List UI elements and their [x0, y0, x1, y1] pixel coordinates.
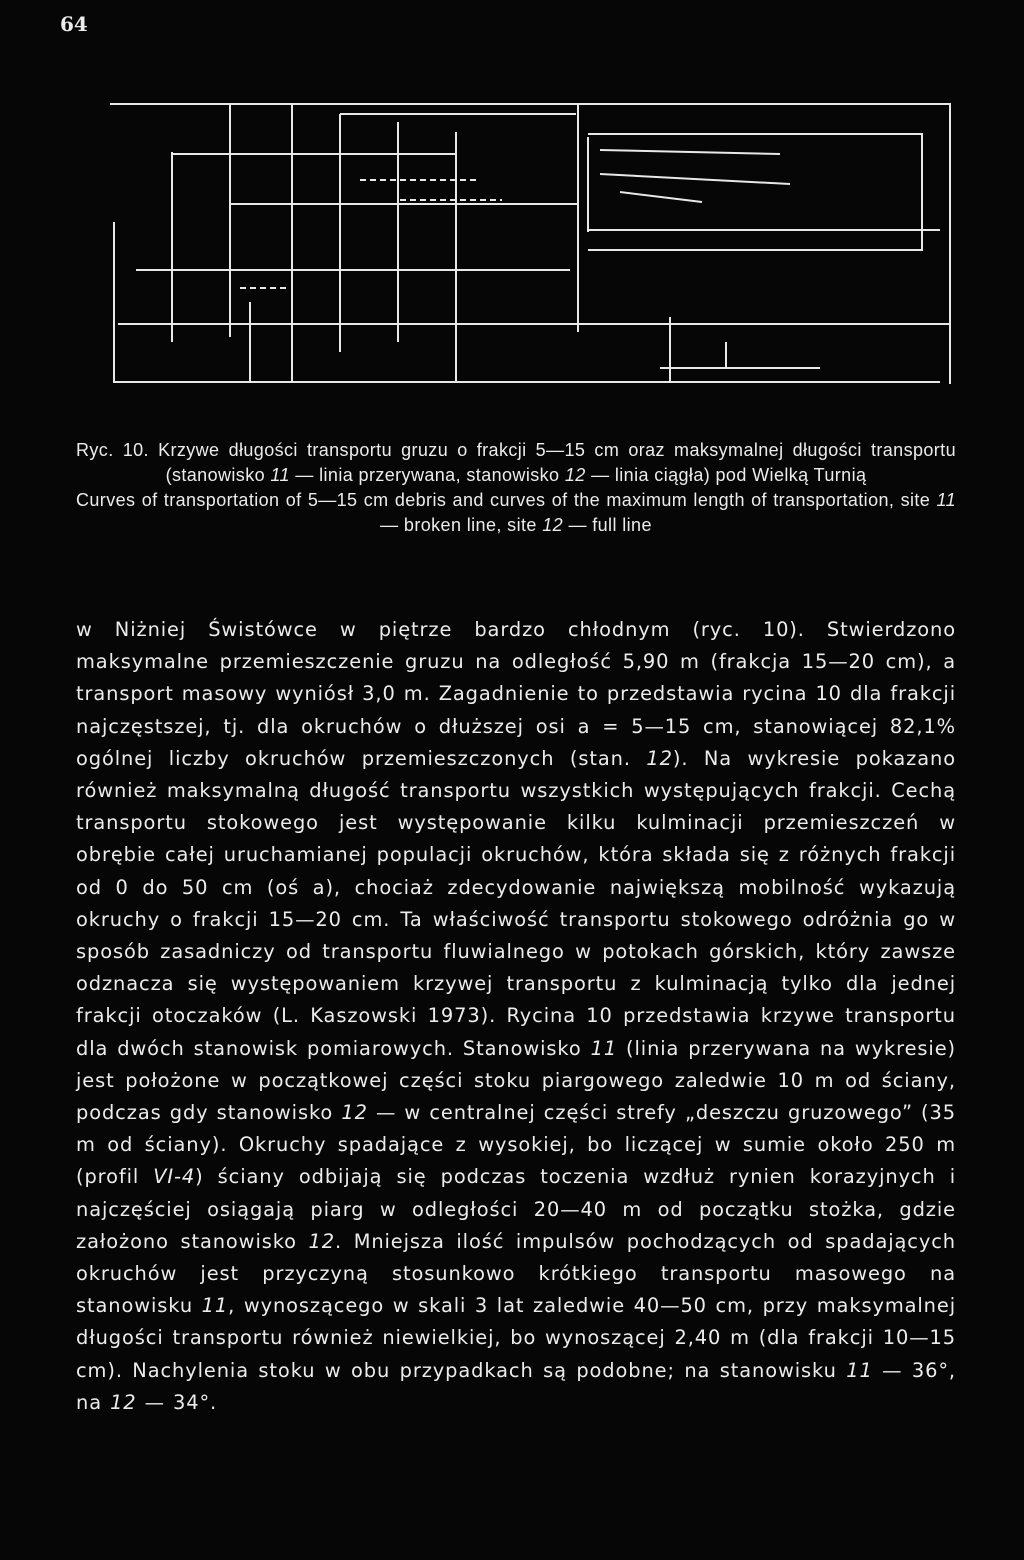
caption-site-number: 12 — [564, 465, 586, 485]
text-run: — 36°, na — [76, 1358, 956, 1414]
page-number: 64 — [60, 12, 88, 36]
caption-polish — [76, 438, 956, 488]
site-number: 12 — [308, 1229, 336, 1253]
site-number: 11 — [590, 1036, 618, 1060]
text-run: — 34°. — [144, 1390, 218, 1414]
figure-frame — [110, 104, 950, 384]
site-number: 12 — [341, 1101, 368, 1125]
transport-curves-figure — [100, 92, 960, 392]
caption-text: — linia ciągła) pod Wielką Turnią — [591, 465, 867, 485]
caption-label: Ryc. 10. — [76, 440, 149, 460]
site-number: 12 — [110, 1390, 137, 1414]
text-run: , wynoszącego w skali 3 lat zaledwie 40—50 cm, przy maksymalnej długości transportu również niewielkiej, bo wynoszącej 2,40 m (dla frakcji 10—15 cm). Nachylenia stoku w obu przypadkach są podobne; na stanowisku — [76, 1294, 956, 1382]
profile-number: VI-4 — [153, 1165, 196, 1189]
figure-10 — [100, 92, 960, 392]
site-number: 11 — [846, 1358, 873, 1382]
text-run: w Niżniej Świstówce w piętrze bardzo chłodnym (ryc. 10). Stwierdzono maksymalne przemieszczenie gruzu na odległość 5,90 m (frakcja 15—20 cm), a transport masowy wyniósł 3,0 m. Zagadnienie to przedstawia rycina 10 dla frakcji najczęstszej, tj. dla okruchów o dłuższej osi a = 5—15 cm, stanowiącej 82,1% ogólnej liczby okruchów przemieszczonych (stan. — [76, 618, 956, 770]
caption-text: — linia przerywana, stanowisko — [295, 465, 560, 485]
text-run: (linia przerywana na wykresie) jest położone w początkowej części stoku piargowego zaledwie 10 m od ściany, podczas gdy stanowisko — [76, 1036, 956, 1125]
caption-text: Krzywe długości transportu gruzu o frakcji 5—15 cm oraz maksymalnej długości transportu (stanowisko — [158, 440, 956, 485]
site-number: 12 — [646, 746, 673, 770]
body-paragraph — [76, 614, 956, 1419]
text-run: ). Na wykresie pokazano również maksymalną długość transportu wszystkich występujących frakcji. Cechą transportu stokowego jest występowanie kilku kulminacji przemieszczeń w obrębie całej uruchamianej populacji okruchów, która składa się z różnych frakcji od 0 do 50 cm (oś a), chociaż zdecydowanie największą mobilność wykazują okruchy o frakcji 15—20 cm. Ta właściwość transportu stokowego odróżnia go w sposób zasadniczy od transportu fluwialnego w potokach górskich, który zawsze odznacza się występowaniem krzywej transportu z kulminacją tylko dla jednej frakcji otoczaków (L. Kaszowski 1973). Rycina 10 przedstawia krzywe transportu dla dwóch stanowisk pomiarowych. Stanowisko — [76, 746, 956, 1060]
caption-text: — broken line, site — [380, 515, 537, 535]
caption-text: — full line — [568, 515, 652, 535]
site-11-broken-line — [240, 180, 502, 288]
text-run: . Mniejsza ilość impulsów pochodzących od spadających okruchów jest przyczyną stosunkowo krótkiego transportu masowego na stanowisku — [76, 1229, 956, 1318]
site-number: 11 — [201, 1294, 229, 1318]
caption-site-number: 11 — [270, 465, 290, 485]
caption-text: Curves of transportation of 5—15 cm debris and curves of the maximum length of transportation, site — [76, 490, 931, 510]
body-text — [76, 614, 956, 1419]
text-run: ) ściany odbijają się podczas toczenia wzdłuż rynien korazyjnych i najczęściej osiągają piarg w odległości 20—40 m od początku stożka, gdzie założono stanowisko — [76, 1165, 956, 1253]
caption-english — [76, 488, 956, 538]
caption-site-number: 12 — [542, 515, 564, 535]
figure-caption — [76, 438, 956, 538]
caption-site-number: 11 — [936, 490, 956, 510]
text-run: — w centralnej części strefy „deszczu gruzowego” (35 m od ściany). Okruchy spadające z wysokiej, bo liczącej w sumie około 250 m (profil — [76, 1101, 956, 1189]
